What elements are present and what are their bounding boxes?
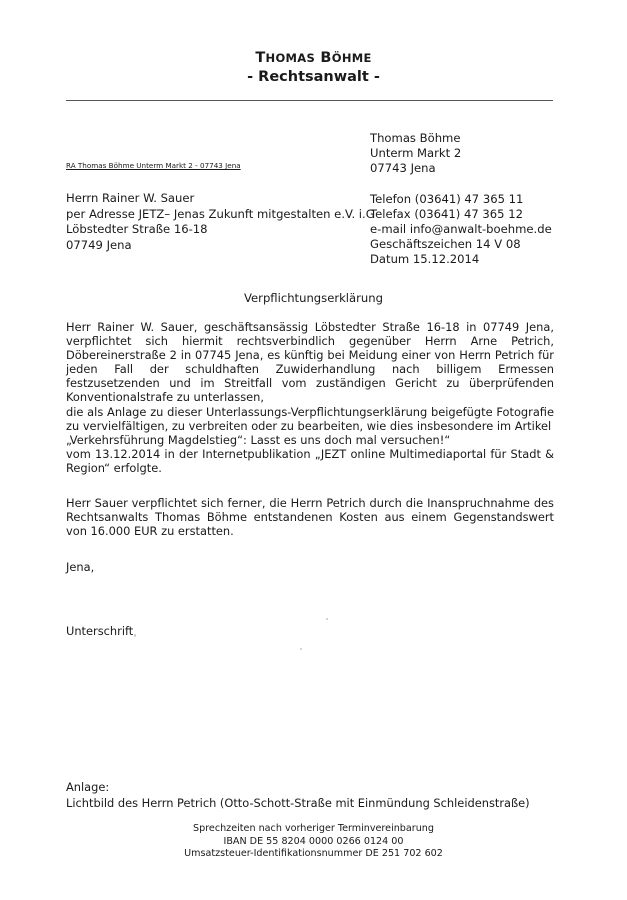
recipient-name: Herrn Rainer W. Sauer (66, 191, 195, 205)
cost-text: Herr Sauer verpflichtet sich ferner, die Herrn Petrich durch die Inanspruchnahme des Rechtsanwalts Thomas Böhme entstandenen Kosten aus einem Gegenstandswert von 16.000 EUR zu erstatten. (66, 496, 554, 539)
document-title: Verpflichtungserklärung (244, 291, 383, 305)
declaration-paragraph (66, 320, 554, 475)
sender-phone: Telefon (03641) 47 365 11 (370, 192, 524, 206)
declaration-article: „Verkehrsführung Magdelstieg“: Lasst es uns doch mal versuchen!“ (66, 432, 451, 447)
scan-speck (326, 618, 328, 620)
letterhead-name (0, 50, 627, 66)
cost-paragraph (66, 496, 554, 538)
name-first-initial: T (255, 50, 266, 66)
declaration-second: die als Anlage zu dieser Unterlassungs-Verpflichtungserklärung beigefügte Fotografie zu vervielfältigen, zu verbreiten oder zu bearbeiten, wie dies insbesondere im Artikel (66, 404, 554, 433)
scan-speck (300, 648, 302, 650)
scan-speck (134, 634, 136, 637)
recipient-block (66, 191, 375, 253)
sender-name: Thomas Böhme (370, 131, 461, 145)
sender-city: 07743 Jena (370, 161, 436, 175)
sender-reference: Geschäftszeichen 14 V 08 (370, 237, 521, 251)
letterhead-role: - Rechtsanwalt - (247, 69, 380, 85)
recipient-city: 07749 Jena (66, 237, 132, 252)
sender-fax: Telefax (03641) 47 365 12 (370, 207, 523, 221)
return-address: RA Thomas Böhme Unterm Markt 2 - 07743 Jena (66, 161, 241, 170)
recipient-street: Löbstedter Straße 16-18 (66, 222, 208, 237)
footer-iban: IBAN DE 55 8204 0000 0266 0124 00 (223, 835, 404, 847)
attachment-label: Anlage: (66, 780, 110, 794)
attachment-block (66, 780, 530, 811)
footer-vat: Umsatzsteuer-Identifikationsnummer DE 251 702 602 (184, 848, 443, 860)
header-divider (66, 100, 553, 101)
place-line: Jena, (66, 560, 95, 574)
sender-street: Unterm Markt 2 (370, 146, 462, 160)
signature-label: Unterschrift (66, 624, 134, 638)
attachment-text: Lichtbild des Herrn Petrich (Otto-Schott-Straße mit Einmündung Schleidenstraße) (66, 795, 530, 810)
sender-email: e-mail info@anwalt-boehme.de (370, 222, 552, 236)
sender-gap (370, 176, 552, 192)
declaration-publication: vom 13.12.2014 in der Internetpublikation „JEZT online Multimediaportal für Stadt & Region“ erfolgte. (66, 446, 554, 475)
name-last-rest: ÖHME (331, 51, 372, 65)
recipient-organization: per Adresse JETZ– Jenas Zukunft mitgestalten e.V. i.G (66, 206, 375, 221)
declaration-main: Herr Rainer W. Sauer, geschäftsansässig Löbstedter Straße 16-18 in 07749 Jena, verpflichtet sich hiermit rechtsverbindlich gegenüber Herrn Arne Petrich, Döbereinerstraße 2 in 07745 Jena, es künftig bei Meidung einer von Herrn Petrich für jeden Fall der schuldhaften Zuwiderhandlung nach billigem Ermessen festzusetzenden und im Streitfall vom zuständigen Gericht zu überprüfenden Konventionalstrafe zu unterlassen, (66, 320, 554, 405)
name-last-initial: B (320, 50, 332, 66)
footer-hours: Sprechzeiten nach vorheriger Terminvereinbarung (193, 823, 434, 834)
name-first-rest: HOMAS (265, 51, 316, 65)
letter-footer (0, 823, 627, 861)
letter-date: Datum 15.12.2014 (370, 252, 480, 266)
sender-block (370, 131, 552, 267)
